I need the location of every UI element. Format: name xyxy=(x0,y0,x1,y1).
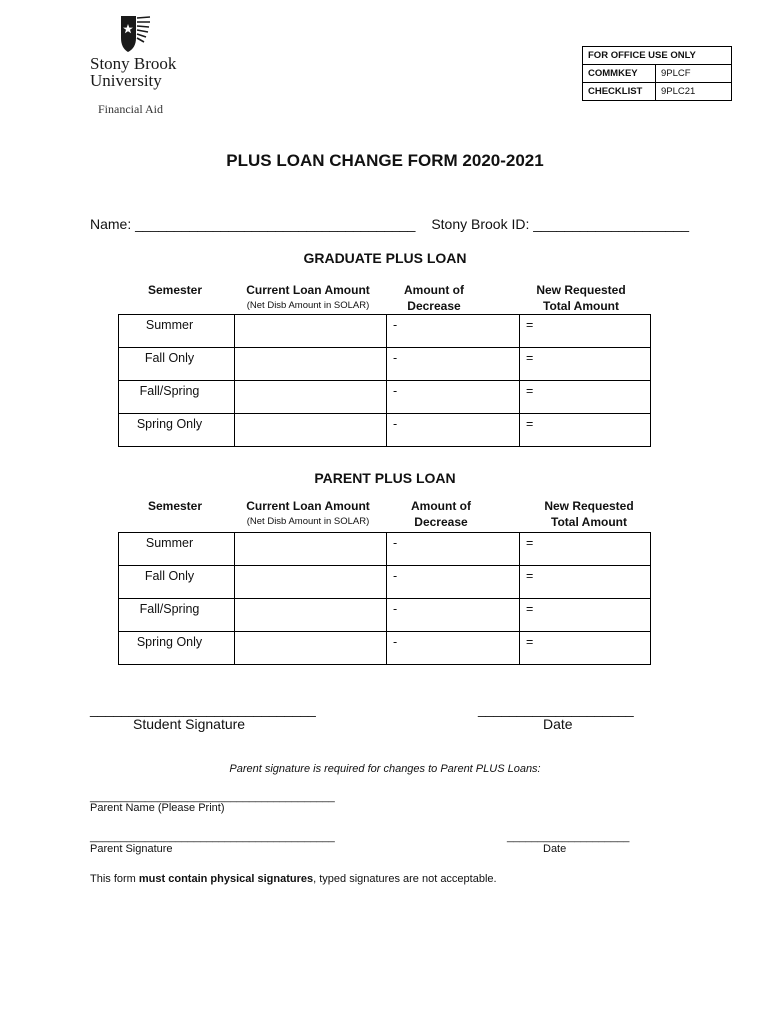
new-total-cell[interactable]: = xyxy=(520,599,651,632)
new-total-cell[interactable]: = xyxy=(520,381,651,414)
parent-signature-note: Parent signature is required for changes to Parent PLUS Loans: xyxy=(229,763,541,775)
stony-brook-id-field[interactable]: Stony Brook ID: ____________________ xyxy=(431,216,689,232)
office-key: COMMKEY xyxy=(583,65,656,83)
col-current xyxy=(233,282,383,314)
office-use-table xyxy=(582,46,732,101)
col-new-total xyxy=(524,498,654,530)
decrease-cell[interactable]: - xyxy=(387,533,520,566)
table-row xyxy=(119,315,651,348)
parent-name-line[interactable]: ________________________________________ xyxy=(90,791,335,803)
footer-post: , typed signatures are not acceptable. xyxy=(313,873,497,885)
decrease-cell[interactable]: - xyxy=(387,348,520,381)
table-row xyxy=(119,566,651,599)
current-amount-cell[interactable] xyxy=(235,315,387,348)
table-row xyxy=(119,348,651,381)
table-row xyxy=(119,381,651,414)
table-row xyxy=(119,599,651,632)
parent-plus-title: PARENT PLUS LOAN xyxy=(314,470,456,486)
graduate-plus-title: GRADUATE PLUS LOAN xyxy=(303,250,467,266)
footer-note xyxy=(90,873,497,885)
col-current-sub: (Net Disb Amount in SOLAR) xyxy=(246,516,370,527)
name-id-line xyxy=(90,216,701,232)
parent-signature-line[interactable]: ________________________________________ xyxy=(90,831,335,843)
current-amount-cell[interactable] xyxy=(235,632,387,665)
col-decrease-line2: Decrease xyxy=(407,299,461,313)
table-row xyxy=(119,533,651,566)
col-current-label: Current Loan Amount xyxy=(246,283,370,297)
col-current-sub: (Net Disb Amount in SOLAR) xyxy=(246,300,370,311)
col-new-line2: Total Amount xyxy=(543,299,619,313)
new-total-cell[interactable]: = xyxy=(520,632,651,665)
col-decrease xyxy=(384,282,484,314)
office-value: 9PLCF xyxy=(656,65,732,83)
new-total-cell[interactable]: = xyxy=(520,414,651,447)
new-total-cell[interactable]: = xyxy=(520,315,651,348)
col-new-total xyxy=(516,282,646,314)
date-line[interactable]: ____________________ xyxy=(478,701,634,717)
decrease-cell[interactable]: - xyxy=(387,566,520,599)
semester-cell: Fall Only xyxy=(119,566,235,599)
decrease-cell[interactable]: - xyxy=(387,381,520,414)
decrease-cell[interactable]: - xyxy=(387,632,520,665)
footer-pre: This form xyxy=(90,873,139,885)
col-new-line1: New Requested xyxy=(536,283,626,297)
table-row xyxy=(119,632,651,665)
col-semester: Semester xyxy=(147,499,203,513)
semester-cell: Spring Only xyxy=(119,414,235,447)
date-label: Date xyxy=(543,716,573,732)
decrease-cell[interactable]: - xyxy=(387,599,520,632)
current-amount-cell[interactable] xyxy=(235,348,387,381)
decrease-cell[interactable]: - xyxy=(387,414,520,447)
new-total-cell[interactable]: = xyxy=(520,566,651,599)
parent-date-label: Date xyxy=(543,843,567,855)
current-amount-cell[interactable] xyxy=(235,599,387,632)
logo-subtitle: Financial Aid xyxy=(98,102,163,116)
student-signature-label: Student Signature xyxy=(133,716,246,732)
current-amount-cell[interactable] xyxy=(235,533,387,566)
logo-name-line1: Stony Brook xyxy=(90,54,177,73)
student-signature-line[interactable]: _____________________________ xyxy=(90,701,316,717)
semester-cell: Fall/Spring xyxy=(119,599,235,632)
new-total-cell[interactable]: = xyxy=(520,533,651,566)
table-row xyxy=(119,414,651,447)
col-decrease-line1: Amount of xyxy=(404,283,464,297)
col-current xyxy=(233,498,383,530)
semester-cell: Fall Only xyxy=(119,348,235,381)
office-use-header: FOR OFFICE USE ONLY xyxy=(583,47,732,65)
form-title: PLUS LOAN CHANGE FORM 2020-2021 xyxy=(226,151,544,170)
parent-date-line[interactable]: ____________________ xyxy=(507,831,630,843)
col-new-line2: Total Amount xyxy=(551,515,627,529)
current-amount-cell[interactable] xyxy=(235,566,387,599)
parent-name-label: Parent Name (Please Print) xyxy=(90,802,225,814)
office-key: CHECKLIST xyxy=(583,83,656,101)
parent-plus-table xyxy=(118,532,651,665)
decrease-cell[interactable]: - xyxy=(387,315,520,348)
footer-bold: must contain physical signatures xyxy=(138,873,314,885)
col-new-line1: New Requested xyxy=(544,499,634,513)
semester-cell: Spring Only xyxy=(119,632,235,665)
new-total-cell[interactable]: = xyxy=(520,348,651,381)
col-current-label: Current Loan Amount xyxy=(246,499,370,513)
col-semester: Semester xyxy=(147,283,203,297)
semester-cell: Summer xyxy=(119,533,235,566)
col-decrease xyxy=(391,498,491,530)
semester-cell: Summer xyxy=(119,315,235,348)
name-field[interactable]: Name: ____________________________________ xyxy=(90,216,416,232)
col-decrease-line1: Amount of xyxy=(411,499,471,513)
parent-signature-label: Parent Signature xyxy=(90,843,173,855)
current-amount-cell[interactable] xyxy=(235,381,387,414)
col-decrease-line2: Decrease xyxy=(414,515,468,529)
current-amount-cell[interactable] xyxy=(235,414,387,447)
stony-brook-shield-icon xyxy=(118,14,152,54)
graduate-plus-table xyxy=(118,314,651,447)
logo-name-line2: University xyxy=(90,71,162,90)
semester-cell: Fall/Spring xyxy=(119,381,235,414)
office-value: 9PLC21 xyxy=(656,83,732,101)
